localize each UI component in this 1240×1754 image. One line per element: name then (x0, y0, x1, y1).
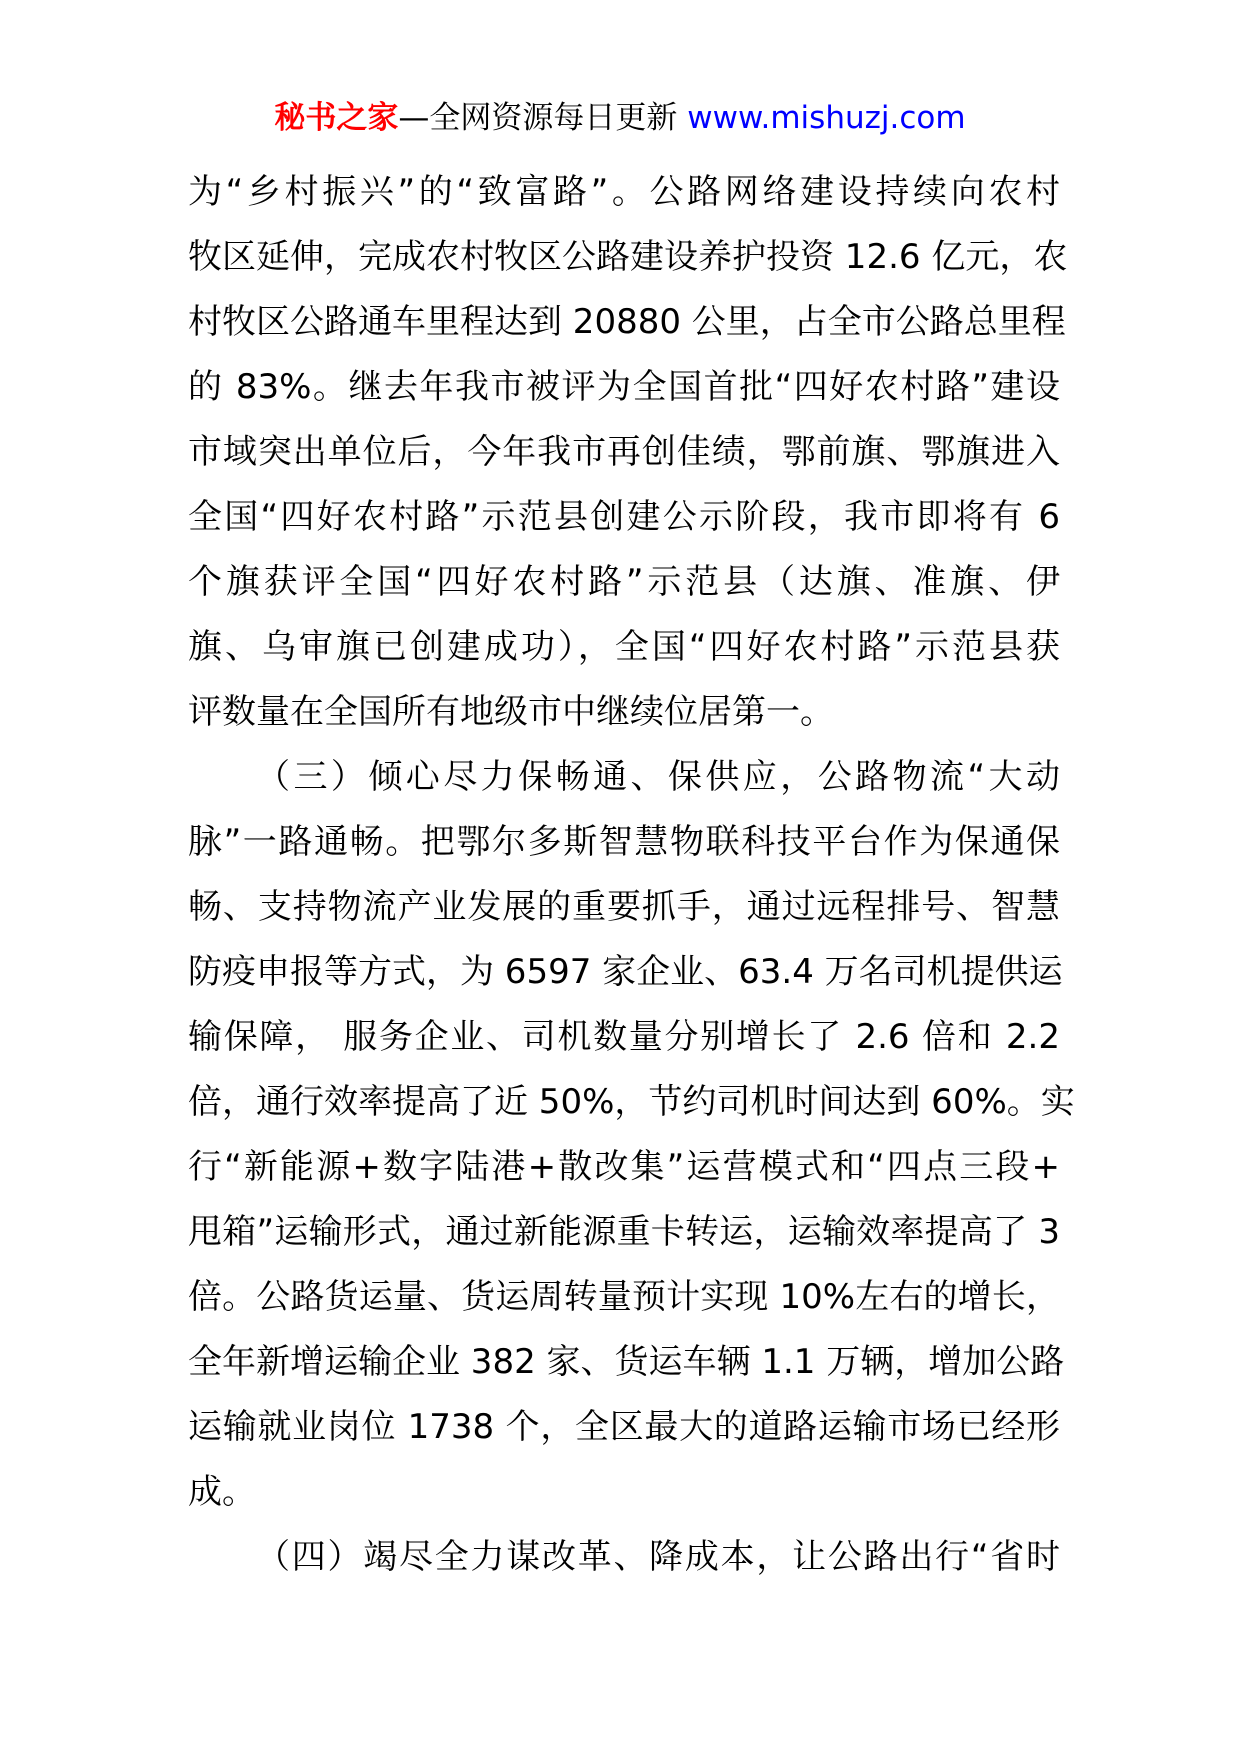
page-header (0, 98, 1240, 138)
text-line: 的 83%。继去年我市被评为全国首批“四好农村路”建设 (188, 367, 1060, 407)
text-line: 全年新增运输企业 382 家、货运车辆 1.1 万辆，增加公路 (188, 1342, 1065, 1382)
text-line: 行“新能源+数字陆港+散改集”运营模式和“四点三段+ (188, 1147, 1060, 1187)
text-line: 倍，通行效率提高了近 50%，节约司机时间达到 60%。实 (188, 1082, 1075, 1122)
text-line: 甩箱”运输形式，通过新能源重卡转运，运输效率提高了 3 (188, 1212, 1060, 1252)
text-line: （四）竭尽全力谋改革、降成本，让公路出行“省时 (256, 1537, 1060, 1577)
text-line: 牧区延伸，完成农村牧区公路建设养护投资 12.6 亿元，农 (188, 237, 1068, 277)
text-line: 市域突出单位后，今年我市再创佳绩，鄂前旗、鄂旗进入 (188, 432, 1060, 472)
text-line: 倍。公路货运量、货运周转量预计实现 10%左右的增长， (188, 1277, 1060, 1317)
text-line: 为“乡村振兴”的“致富路”。公路网络建设持续向农村 (188, 172, 1060, 212)
text-line: 评数量在全国所有地级市中继续位居第一。 (188, 692, 834, 732)
document-body (188, 160, 1075, 1590)
text-line: 旗、乌审旗已创建成功），全国“四好农村路”示范县获 (188, 627, 1060, 667)
brand-name: 秘书之家 (274, 100, 399, 136)
text-line: 个旗获评全国“四好农村路”示范县（达旗、准旗、伊 (188, 562, 1060, 602)
header-url: www.mishuzj.com (687, 100, 966, 136)
text-line: 畅、支持物流产业发展的重要抓手，通过远程排号、智慧 (188, 887, 1060, 927)
text-line: 脉”一路通畅。把鄂尔多斯智慧物联科技平台作为保通保 (188, 822, 1060, 862)
text-line: 输保障， 服务企业、司机数量分别增长了 2.6 倍和 2.2 (188, 1017, 1060, 1057)
text-line: 防疫申报等方式，为 6597 家企业、63.4 万名司机提供运 (188, 952, 1063, 992)
header-tagline: —全网资源每日更新 (398, 100, 688, 136)
text-line: （三）倾心尽力保畅通、保供应，公路物流“大动 (256, 757, 1060, 797)
text-line: 全国“四好农村路”示范县创建公示阶段，我市即将有 6 (188, 497, 1060, 537)
text-line: 运输就业岗位 1738 个，全区最大的道路运输市场已经形 (188, 1407, 1060, 1447)
text-line: 成。 (188, 1472, 256, 1512)
text-line: 村牧区公路通车里程达到 20880 公里，占全市公路总里程 (188, 302, 1066, 342)
